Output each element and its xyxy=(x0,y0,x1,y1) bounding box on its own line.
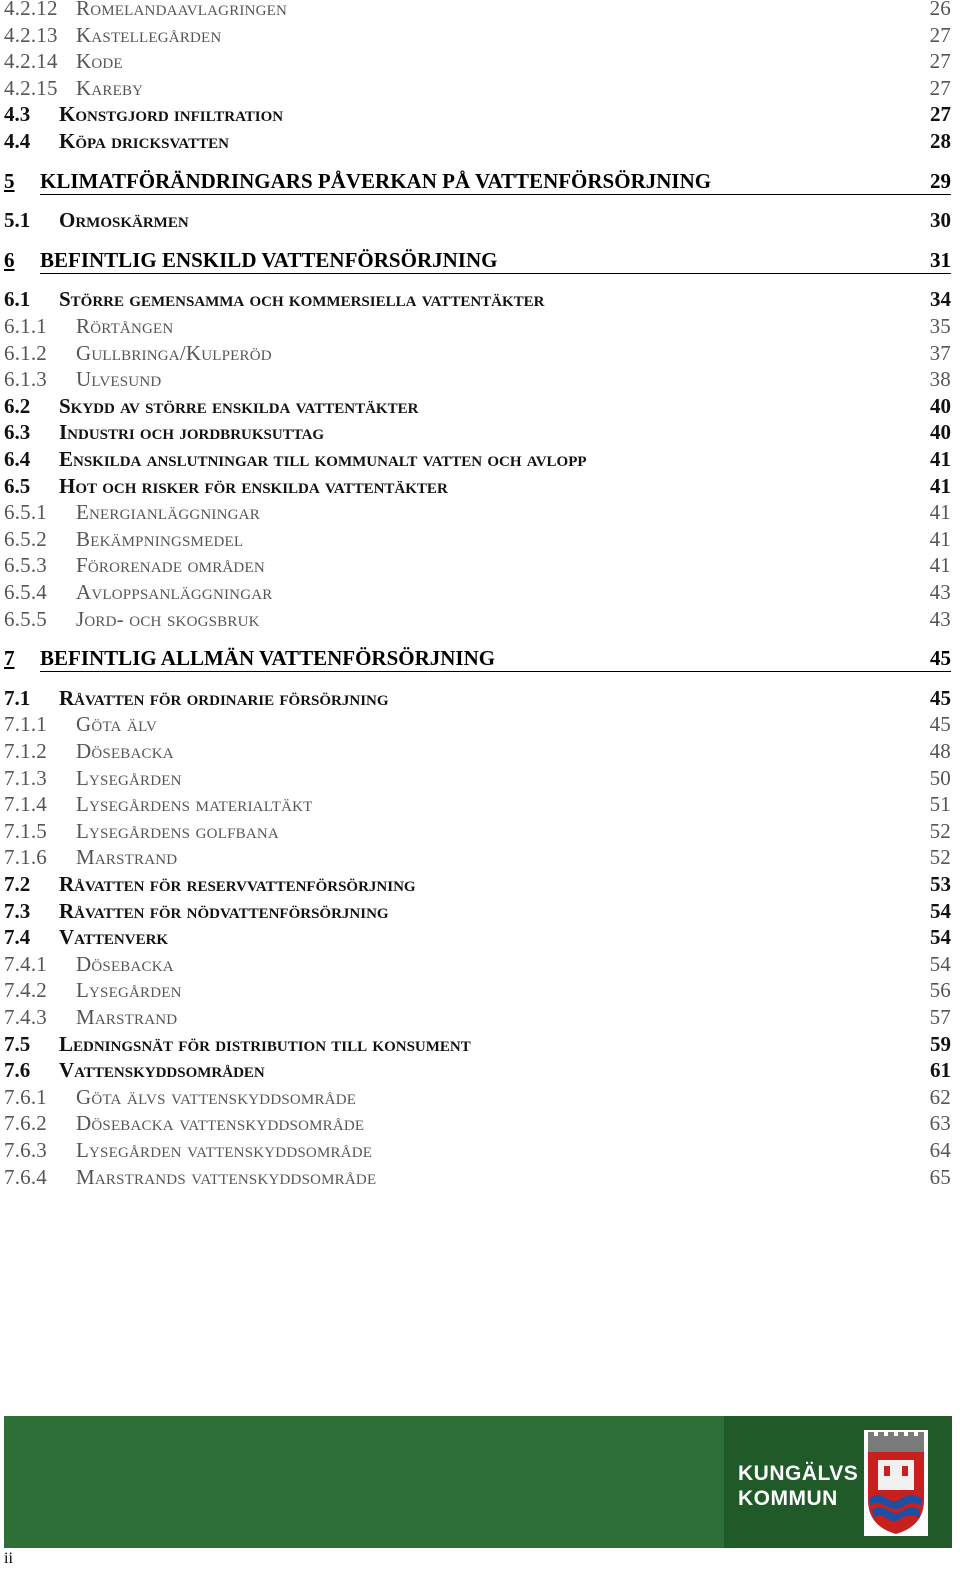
logo-text xyxy=(738,1461,858,1511)
toc-number: 6.1.3 xyxy=(4,367,47,392)
toc-page-number: 56 xyxy=(929,978,951,1003)
toc-title: Bekämpningsmedel xyxy=(76,526,244,551)
toc-title: Större gemensamma och kommersiella vattentäkter xyxy=(59,287,545,312)
toc-page-number: 45 xyxy=(930,646,951,671)
toc-title: Ormoskärmen xyxy=(59,208,189,233)
toc-title: Marstrand xyxy=(76,845,178,870)
toc-page-number: 37 xyxy=(929,340,951,365)
toc-title: Konstgjord infiltration xyxy=(59,102,284,127)
toc-page-number: 57 xyxy=(929,1005,951,1029)
toc-number: 4.2.13 xyxy=(4,22,58,47)
toc-page-number: 45 xyxy=(930,685,951,710)
toc-title: Vattenskyddsområden xyxy=(59,1058,265,1083)
toc-number: 7.4.2 xyxy=(4,978,47,1003)
logo-line-1: KUNGÄLVS xyxy=(738,1462,859,1485)
chapter-underline xyxy=(40,671,951,672)
toc-number: 4.3 xyxy=(4,102,31,127)
toc-title: Dösebacka vattenskyddsområde xyxy=(76,1111,365,1136)
toc-number: 7.1.5 xyxy=(4,818,47,843)
toc-section-row[interactable] xyxy=(4,394,951,420)
toc-title: Kastellegården xyxy=(76,22,222,47)
toc-number: 7.4.1 xyxy=(4,951,47,976)
toc-page-number: 59 xyxy=(930,1031,951,1056)
toc-title: Skydd av större enskilda vattentäkter xyxy=(59,393,419,418)
toc-title: Energianläggningar xyxy=(76,500,260,525)
toc-number: 7.1.2 xyxy=(4,739,47,763)
toc-page-number: 52 xyxy=(929,845,951,870)
toc-page-number: 40 xyxy=(930,393,951,418)
toc-title: BEFINTLIG ALLMÄN VATTENFÖRSÖRJNING xyxy=(40,646,496,671)
toc-number: 7.6 xyxy=(4,1058,31,1083)
toc-number: 7.3 xyxy=(4,898,31,923)
toc-number: 6.5.4 xyxy=(4,580,47,604)
toc-title: KLIMATFÖRÄNDRINGARS PÅVERKAN PÅ VATTENFÖRSÖRJNING xyxy=(40,168,712,193)
toc-number: 6.2 xyxy=(4,393,31,418)
toc-section-row[interactable] xyxy=(4,208,951,234)
toc-title: Köpa dricksvatten xyxy=(59,129,229,153)
toc-section-row[interactable] xyxy=(4,872,951,898)
toc-subsection-row[interactable] xyxy=(4,76,951,102)
toc-page-number: 41 xyxy=(929,500,951,525)
toc-subsection-row[interactable] xyxy=(4,607,951,633)
toc-page-number: 45 xyxy=(929,712,951,737)
toc-number: 6.1.1 xyxy=(4,314,47,338)
toc-title: Råvatten för nödvattenförsörjning xyxy=(59,898,389,923)
toc-section-row[interactable] xyxy=(4,102,951,128)
toc-title: Råvatten för reservvattenförsörjning xyxy=(59,872,416,896)
toc-number: 6.5.1 xyxy=(4,500,47,525)
toc-number: 7.2 xyxy=(4,872,31,896)
chapter-underline xyxy=(40,273,951,274)
toc-number: 7.1.6 xyxy=(4,845,47,870)
toc-section-row[interactable] xyxy=(4,447,951,473)
toc-section-row[interactable] xyxy=(4,474,951,500)
toc-number: 7.5 xyxy=(4,1031,31,1056)
toc-page-number: 54 xyxy=(929,951,951,976)
toc-title: Göta älvs vattenskyddsområde xyxy=(76,1084,357,1109)
toc-subsection-row[interactable] xyxy=(4,712,951,738)
toc-subsection-row[interactable] xyxy=(4,23,951,49)
toc-subsection-row[interactable] xyxy=(4,1005,951,1031)
toc-page-number: 41 xyxy=(930,473,951,498)
toc-number: 7.1.1 xyxy=(4,712,47,737)
toc-number: 7.1 xyxy=(4,685,31,710)
toc-page-number: 34 xyxy=(930,287,951,312)
toc-page-number: 51 xyxy=(929,792,951,817)
toc-subsection-row[interactable] xyxy=(4,500,951,526)
toc-title: Lysegården vattenskyddsområde xyxy=(76,1138,373,1162)
toc-page-number: 54 xyxy=(930,898,951,923)
toc-page-number: 38 xyxy=(929,367,951,392)
toc-page-number: 62 xyxy=(929,1084,951,1109)
toc-number: 4.2.15 xyxy=(4,75,58,100)
toc-page-number: 41 xyxy=(930,447,951,471)
toc-page-number: 29 xyxy=(930,168,951,193)
toc-title: Dösebacka xyxy=(76,739,174,763)
toc-number: 7.4.3 xyxy=(4,1005,47,1029)
toc-number: 7.6.3 xyxy=(4,1138,47,1162)
toc-page-number: 27 xyxy=(929,22,951,47)
toc-page-number: 53 xyxy=(930,872,951,896)
toc-subsection-row[interactable] xyxy=(4,580,951,606)
toc-number: 6.1.2 xyxy=(4,340,47,365)
toc-subsection-row[interactable] xyxy=(4,527,951,553)
toc-page-number: 41 xyxy=(929,553,951,578)
toc-subsection-row[interactable] xyxy=(4,367,951,393)
toc-title: Enskilda anslutningar till kommunalt vatten och avlopp xyxy=(59,447,587,471)
kungalv-crest-icon xyxy=(864,1430,928,1536)
toc-page-number: 43 xyxy=(929,606,951,631)
toc-number: 7.1.3 xyxy=(4,765,47,790)
toc-subsection-row[interactable] xyxy=(4,766,951,792)
toc-title: Lysegården xyxy=(76,978,182,1003)
toc-chapter-row[interactable] xyxy=(4,169,951,199)
toc-number: 6.5 xyxy=(4,473,31,498)
toc-section-row[interactable] xyxy=(4,287,951,313)
toc-number: 6.5.5 xyxy=(4,606,47,631)
toc-title: Råvatten för ordinarie försörjning xyxy=(59,685,389,710)
toc-title: Lysegårdens golfbana xyxy=(76,818,279,843)
toc-number: 7.6.2 xyxy=(4,1111,47,1136)
toc-number: 6.1 xyxy=(4,287,31,312)
toc-subsection-row[interactable] xyxy=(4,978,951,1004)
toc-number: 7.6.4 xyxy=(4,1164,47,1189)
toc-subsection-row[interactable] xyxy=(4,819,951,845)
toc-number: 4.2.12 xyxy=(4,0,58,20)
toc-title: Kode xyxy=(76,49,123,74)
toc-number: 6.4 xyxy=(4,447,31,471)
toc-title: Kareby xyxy=(76,75,144,100)
toc-page-number: 41 xyxy=(929,526,951,551)
toc-page-number: 27 xyxy=(929,75,951,100)
toc-title: Vattenverk xyxy=(59,925,169,950)
toc-page-number: 52 xyxy=(929,818,951,843)
toc-section-row[interactable] xyxy=(4,686,951,712)
toc-title: Industri och jordbruksuttag xyxy=(59,420,325,445)
toc-number: 5 xyxy=(4,168,15,193)
toc-title: Dösebacka xyxy=(76,951,174,976)
toc-number: 6.5.2 xyxy=(4,526,47,551)
toc-title: Rörtången xyxy=(76,314,174,338)
toc-page-number: 54 xyxy=(930,925,951,950)
toc-title: Förorenade områden xyxy=(76,553,265,578)
toc-title: Jord- och skogsbruk xyxy=(76,606,260,631)
toc-title: Lysegårdens materialtäkt xyxy=(76,792,313,817)
toc-subsection-row[interactable] xyxy=(4,49,951,75)
toc-subsection-row[interactable] xyxy=(4,314,951,340)
toc-number: 4.2.14 xyxy=(4,49,58,74)
municipality-logo xyxy=(724,1416,952,1548)
toc-title: Göta älv xyxy=(76,712,158,737)
toc-subsection-row[interactable] xyxy=(4,845,951,871)
toc-page-number: 28 xyxy=(930,129,951,153)
toc-title: Romelandaavlagringen xyxy=(76,0,288,20)
toc-page-number: 35 xyxy=(929,314,951,338)
toc-number: 7.6.1 xyxy=(4,1084,47,1109)
toc-title: Avloppsanläggningar xyxy=(76,580,273,604)
footer-band xyxy=(4,1416,952,1548)
chapter-underline xyxy=(40,194,951,195)
toc-section-row[interactable] xyxy=(4,925,951,951)
logo-line-2: KOMMUN xyxy=(738,1487,838,1510)
toc-title: Ledningsnät för distribution till konsument xyxy=(59,1031,471,1056)
toc-number: 7.4 xyxy=(4,925,31,950)
toc-subsection-row[interactable] xyxy=(4,553,951,579)
toc-page-number: 43 xyxy=(929,580,951,604)
toc-section-row[interactable] xyxy=(4,129,951,155)
toc-page-number: 30 xyxy=(930,208,951,233)
toc-subsection-row[interactable] xyxy=(4,792,951,818)
toc-page-number: 63 xyxy=(929,1111,951,1136)
toc-title: BEFINTLIG ENSKILD VATTENFÖRSÖRJNING xyxy=(40,247,498,272)
toc-page-number: 26 xyxy=(929,0,951,20)
toc-title: Gullbringa/Kulperöd xyxy=(76,340,272,365)
toc-number: 7 xyxy=(4,646,15,671)
toc-page-number: 61 xyxy=(930,1058,951,1083)
toc-section-row[interactable] xyxy=(4,1032,951,1058)
toc-section-row[interactable] xyxy=(4,420,951,446)
toc-chapter-row[interactable] xyxy=(4,646,951,676)
toc-page-number: 40 xyxy=(930,420,951,445)
toc-page-number: 64 xyxy=(929,1138,951,1162)
toc-page-number: 27 xyxy=(929,49,951,74)
page-number: ii xyxy=(4,1550,13,1567)
toc-number: 6.3 xyxy=(4,420,31,445)
toc-title: Lysegården xyxy=(76,765,182,790)
toc-subsection-row[interactable] xyxy=(4,1165,951,1191)
toc-subsection-row[interactable] xyxy=(4,739,951,765)
toc-number: 7.1.4 xyxy=(4,792,47,817)
toc-subsection-row[interactable] xyxy=(4,1138,951,1164)
toc-page-number: 50 xyxy=(929,765,951,790)
toc-number: 6.5.3 xyxy=(4,553,47,578)
toc-subsection-row[interactable] xyxy=(4,952,951,978)
toc-subsection-row[interactable] xyxy=(4,1111,951,1137)
toc-number: 5.1 xyxy=(4,208,31,233)
toc-subsection-row[interactable] xyxy=(4,1085,951,1111)
toc-title: Hot och risker för enskilda vattentäkter xyxy=(59,473,448,498)
toc-page-number: 31 xyxy=(930,247,951,272)
toc-chapter-row[interactable] xyxy=(4,248,951,278)
toc-number: 4.4 xyxy=(4,129,31,153)
toc-title: Ulvesund xyxy=(76,367,162,392)
toc-section-row[interactable] xyxy=(4,899,951,925)
toc-page-number: 65 xyxy=(929,1164,951,1189)
toc-title: Marstrands vattenskyddsområde xyxy=(76,1164,377,1189)
toc-number: 6 xyxy=(4,247,15,272)
toc-page-number: 48 xyxy=(929,739,951,763)
toc-subsection-row[interactable] xyxy=(4,0,951,22)
toc-subsection-row[interactable] xyxy=(4,341,951,367)
toc-section-row[interactable] xyxy=(4,1058,951,1084)
toc-title: Marstrand xyxy=(76,1005,178,1029)
toc-page-number: 27 xyxy=(930,102,951,127)
